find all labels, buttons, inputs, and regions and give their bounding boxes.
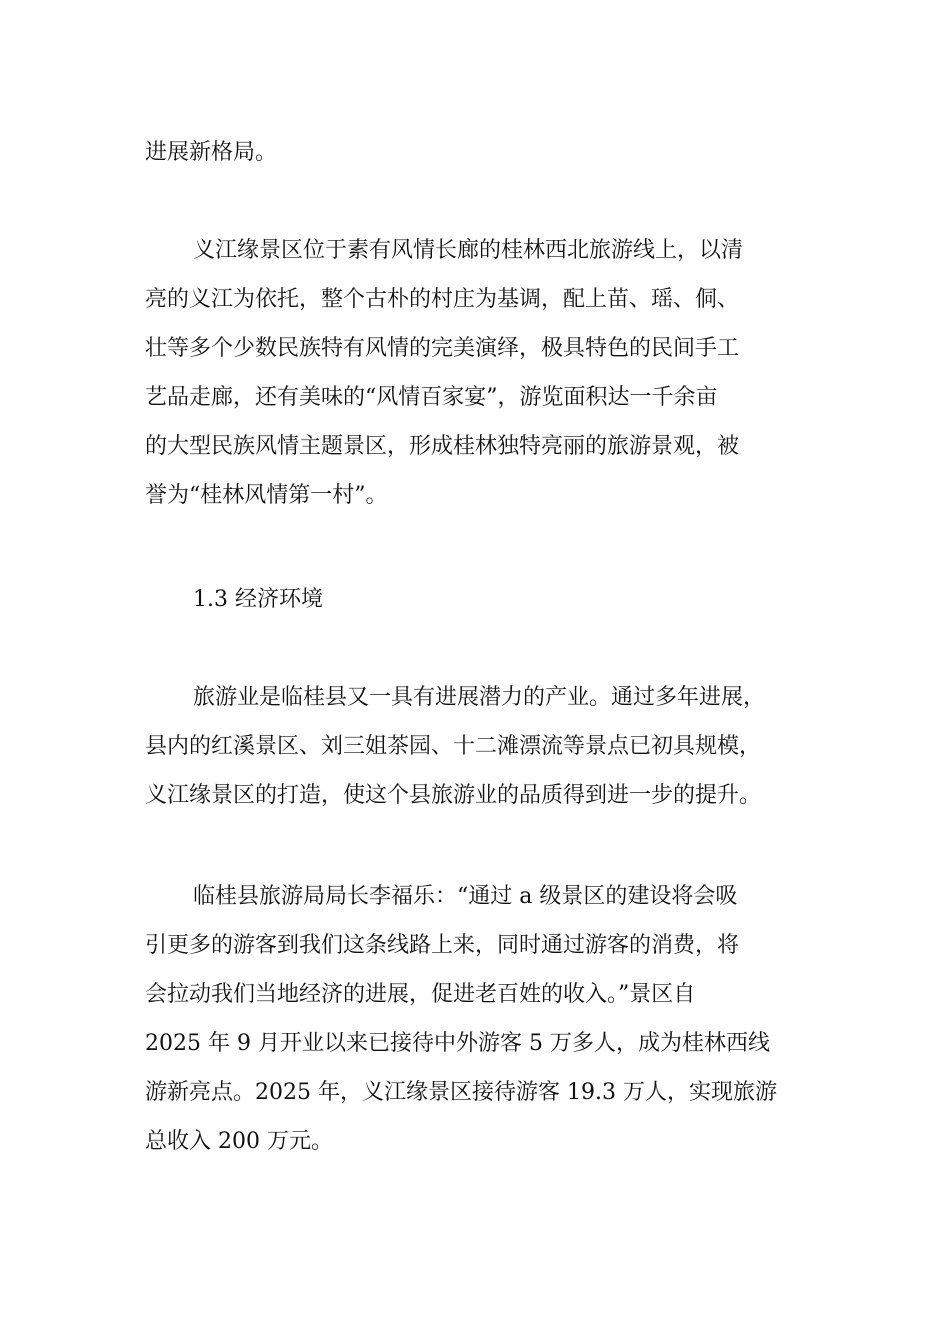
text-line: 2025 年 9 月开业以来已接待中外游客 5 万多人，成为桂林西线 bbox=[145, 1031, 770, 1056]
text-line: 艺品走廊，还有美味的“风情百家宴”，游览面积达一千余亩 bbox=[145, 385, 718, 410]
text-line: 总收入 200 万元。 bbox=[145, 1129, 333, 1154]
text-line: 引更多的游客到我们这条线路上来，同时通过游客的消费，将 bbox=[145, 933, 740, 958]
text-line: 的大型民族风情主题景区，形成桂林独特亮丽的旅游景观，被 bbox=[145, 434, 740, 459]
text-line: 誉为“桂林风情第一村”。 bbox=[145, 483, 388, 508]
text-line: 会拉动我们当地经济的进展，促进老百姓的收入。”景区自 bbox=[145, 982, 696, 1007]
text-line: 义江缘景区位于素有风情长廊的桂林西北旅游线上，以清 bbox=[193, 238, 744, 263]
text-line: 县内的红溪景区、刘三姐茶园、十二滩漂流等景点已初具规模， bbox=[145, 734, 762, 759]
text-line: 游新亮点。2025 年，义江缘景区接待游客 19.3 万人，实现旅游 bbox=[145, 1080, 777, 1105]
paragraph-director-quote bbox=[145, 872, 825, 1166]
text-line: 进展新格局。 bbox=[145, 140, 278, 165]
paragraph-tourism-industry bbox=[145, 673, 825, 820]
paragraph-continuation bbox=[145, 128, 825, 177]
text-line: 旅游业是临桂县又一具有进展潜力的产业。通过多年进展， bbox=[193, 685, 766, 710]
paragraph-yijiangyuan-intro bbox=[145, 226, 825, 520]
text-line: 义江缘景区的打造，使这个县旅游业的品质得到进一步的提升。 bbox=[145, 783, 762, 808]
text-line: 亮的义江为依托，整个古朴的村庄为基调，配上苗、瑶、侗、 bbox=[145, 287, 740, 312]
section-heading bbox=[145, 575, 825, 624]
heading-text: 1.3 经济环境 bbox=[193, 587, 323, 612]
text-line: 临桂县旅游局局长李福乐：“通过 a 级景区的建设将会吸 bbox=[193, 884, 738, 909]
text-line: 壮等多个少数民族特有风情的完美演绎，极具特色的民间手工 bbox=[145, 336, 740, 361]
